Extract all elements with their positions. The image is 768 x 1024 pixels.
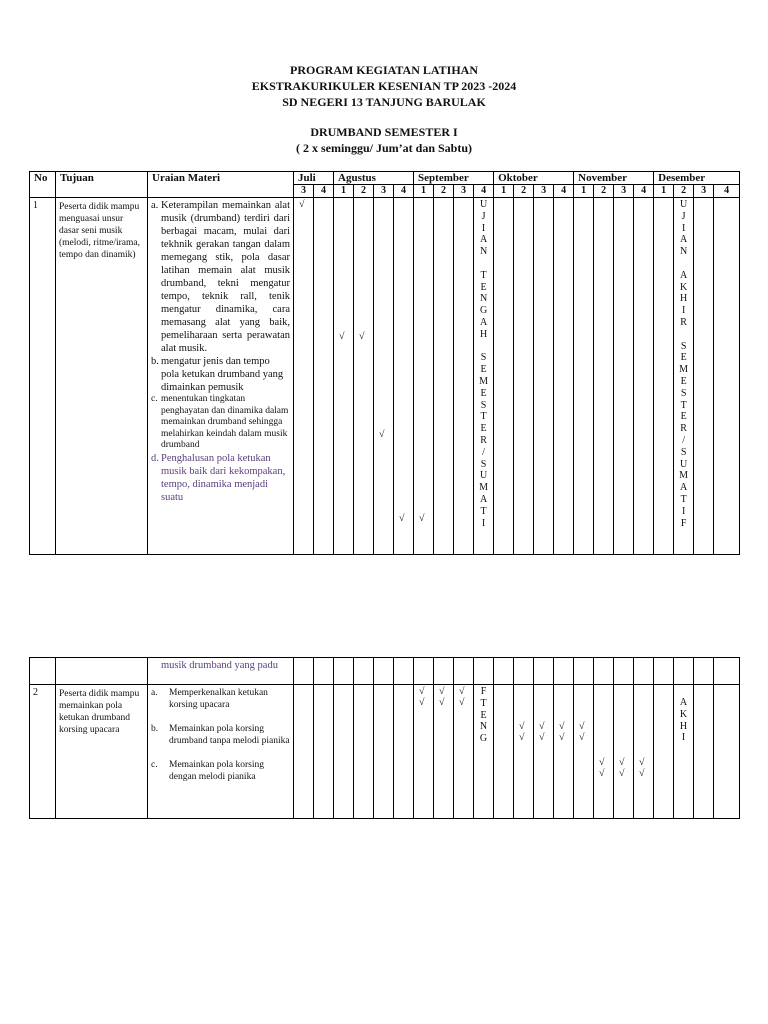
week-header: 3 — [294, 185, 314, 198]
week-cell — [634, 685, 654, 819]
week-cell — [714, 685, 740, 819]
week-header: 3 — [534, 185, 554, 198]
doc-title-line-3: SD NEGERI 13 TANJUNG BARULAK — [282, 95, 486, 109]
week-cell — [694, 685, 714, 819]
check-mark: √ — [559, 732, 565, 743]
week-cell — [354, 198, 374, 555]
check-mark: √ — [419, 697, 425, 708]
week-cell — [494, 198, 514, 555]
check-mark: √ — [339, 331, 345, 342]
week-cell — [494, 685, 514, 819]
week-cell — [614, 685, 634, 819]
check-mark: √ — [619, 757, 625, 768]
list-item: c. menentukan tingkatan penghayatan dan dinamika dalam memainkan drumband sehingga melahirkan keindah dalam musik drumband — [151, 394, 289, 450]
check-mark: √ — [539, 732, 545, 743]
check-mark: √ — [599, 768, 605, 779]
header-month-september: September — [414, 172, 494, 185]
table-row — [30, 658, 740, 685]
header-month-desember: Desember — [654, 172, 740, 185]
list-item: a. Keterampilan memainkan alat musik (drumband) terdiri dari berbagai macam, mulai dari tekhnik gerakan tangan dalam memegang stik, pola dasar latihan memain alat musik drumband, tekni mengatur tempo, teknik rall, tenik mengatur dinamika, cara memasang alat yang baik, pemeliharaan serta perawatan alat musik. — [151, 200, 290, 354]
header-tujuan: Tujuan — [56, 172, 148, 198]
week-cell — [454, 198, 474, 555]
week-header: 4 — [394, 185, 414, 198]
uts-vertical-label: F T E N G — [474, 685, 494, 819]
check-mark: √ — [419, 513, 425, 524]
week-header: 4 — [554, 185, 574, 198]
week-cell — [554, 685, 574, 819]
row-uraian — [148, 685, 294, 819]
week-cell — [594, 685, 614, 819]
week-header: 3 — [454, 185, 474, 198]
week-header: 2 — [514, 185, 534, 198]
header-month-november: November — [574, 172, 654, 185]
week-cell — [534, 685, 554, 819]
doc-title-line-2: EKSTRAKURIKULER KESENIAN TP 2023 -2024 — [251, 79, 517, 93]
week-cell — [694, 198, 714, 555]
row-number: 2 — [30, 685, 56, 819]
check-mark: √ — [399, 513, 405, 524]
list-item: b. mengatur jenis dan tempo pola ketukan drumband yang dimainkan pemusik — [151, 356, 284, 393]
row-uraian-continuation: musik drumband yang padu — [148, 658, 294, 685]
week-cell — [434, 198, 454, 555]
row-tujuan: Peserta didik mampu menguasai unsur dasar seni musik (melodi, ritme/irama, tempo dan dinamik) — [56, 198, 148, 555]
week-cell — [414, 198, 434, 555]
week-cell — [394, 198, 414, 555]
week-cell — [414, 685, 434, 819]
list-item: c. Memainkan pola korsing dengan melodi pianika — [151, 760, 264, 782]
check-mark: √ — [539, 721, 545, 732]
week-cell — [434, 685, 454, 819]
uas-vertical-label: U J I A N A K H I R S E M E S T E R / S U M A T I F — [674, 198, 694, 555]
week-cell — [574, 198, 594, 555]
week-cell — [654, 685, 674, 819]
header-month-agustus: Agustus — [334, 172, 414, 185]
header-month-oktober: Oktober — [494, 172, 574, 185]
week-cell — [294, 198, 314, 555]
week-cell — [374, 198, 394, 555]
table-row — [30, 685, 740, 819]
check-mark: √ — [299, 199, 305, 210]
week-header: 4 — [634, 185, 654, 198]
row-number: 1 — [30, 198, 56, 555]
check-mark: √ — [579, 721, 585, 732]
header-no: No — [30, 172, 56, 198]
week-header: 4 — [714, 185, 740, 198]
week-cell — [454, 685, 474, 819]
week-header: 2 — [354, 185, 374, 198]
week-cell — [334, 198, 354, 555]
list-item: a. Memperkenalkan ketukan korsing upacara — [151, 688, 268, 710]
check-mark: √ — [439, 697, 445, 708]
week-cell — [514, 685, 534, 819]
schedule-table-part-1 — [29, 171, 740, 555]
header-month-juli: Juli — [294, 172, 334, 185]
week-header: 4 — [314, 185, 334, 198]
doc-title-line-5: ( 2 x seminggu/ Jum’at dan Sabtu) — [295, 141, 473, 155]
week-header: 4 — [474, 185, 494, 198]
doc-title-line-1: PROGRAM KEGIATAN LATIHAN — [289, 63, 478, 77]
uts-vertical-label: U J I A N T E N G A H S E M E S T E R / S U M A T I — [474, 198, 494, 555]
week-cell — [514, 198, 534, 555]
check-mark: √ — [459, 686, 465, 697]
check-mark: √ — [359, 331, 365, 342]
week-header: 3 — [374, 185, 394, 198]
week-header: 1 — [574, 185, 594, 198]
check-mark: √ — [559, 721, 565, 732]
schedule-table-part-2 — [29, 657, 740, 819]
check-mark: √ — [519, 721, 525, 732]
week-header: 2 — [434, 185, 454, 198]
week-header: 3 — [614, 185, 634, 198]
week-cell — [314, 198, 334, 555]
row-uraian — [148, 198, 294, 555]
check-mark: √ — [619, 768, 625, 779]
check-mark: √ — [599, 757, 605, 768]
table-row — [30, 198, 740, 555]
week-header: 2 — [674, 185, 694, 198]
doc-title-line-4: DRUMBAND SEMESTER I — [310, 125, 458, 139]
check-mark: √ — [419, 686, 425, 697]
week-cell — [534, 198, 554, 555]
week-cell — [634, 198, 654, 555]
week-header: 1 — [414, 185, 434, 198]
check-mark: √ — [459, 697, 465, 708]
check-mark: √ — [439, 686, 445, 697]
check-mark: √ — [639, 768, 645, 779]
week-cell — [594, 198, 614, 555]
header-uraian: Uraian Materi — [148, 172, 294, 198]
uas-vertical-label: A K H I — [674, 685, 694, 819]
week-cell — [714, 198, 740, 555]
week-header: 2 — [594, 185, 614, 198]
check-mark: √ — [379, 429, 385, 440]
week-header: 1 — [494, 185, 514, 198]
check-mark: √ — [639, 757, 645, 768]
week-cell — [574, 685, 594, 819]
list-item: d. Penghalusan pola ketukan musik baik dari kekompakan, tempo, dinamika menjadi suatu — [151, 452, 286, 503]
week-header: 3 — [694, 185, 714, 198]
check-mark: √ — [579, 732, 585, 743]
check-mark: √ — [519, 732, 525, 743]
week-cell — [654, 198, 674, 555]
row-tujuan: Peserta didik mampu memainkan pola ketukan drumband korsing upacara — [56, 685, 148, 819]
list-item: b. Memainkan pola korsing drumband tanpa melodi pianika — [151, 724, 290, 746]
week-cell — [554, 198, 574, 555]
week-header: 1 — [334, 185, 354, 198]
week-header: 1 — [654, 185, 674, 198]
week-cell — [614, 198, 634, 555]
